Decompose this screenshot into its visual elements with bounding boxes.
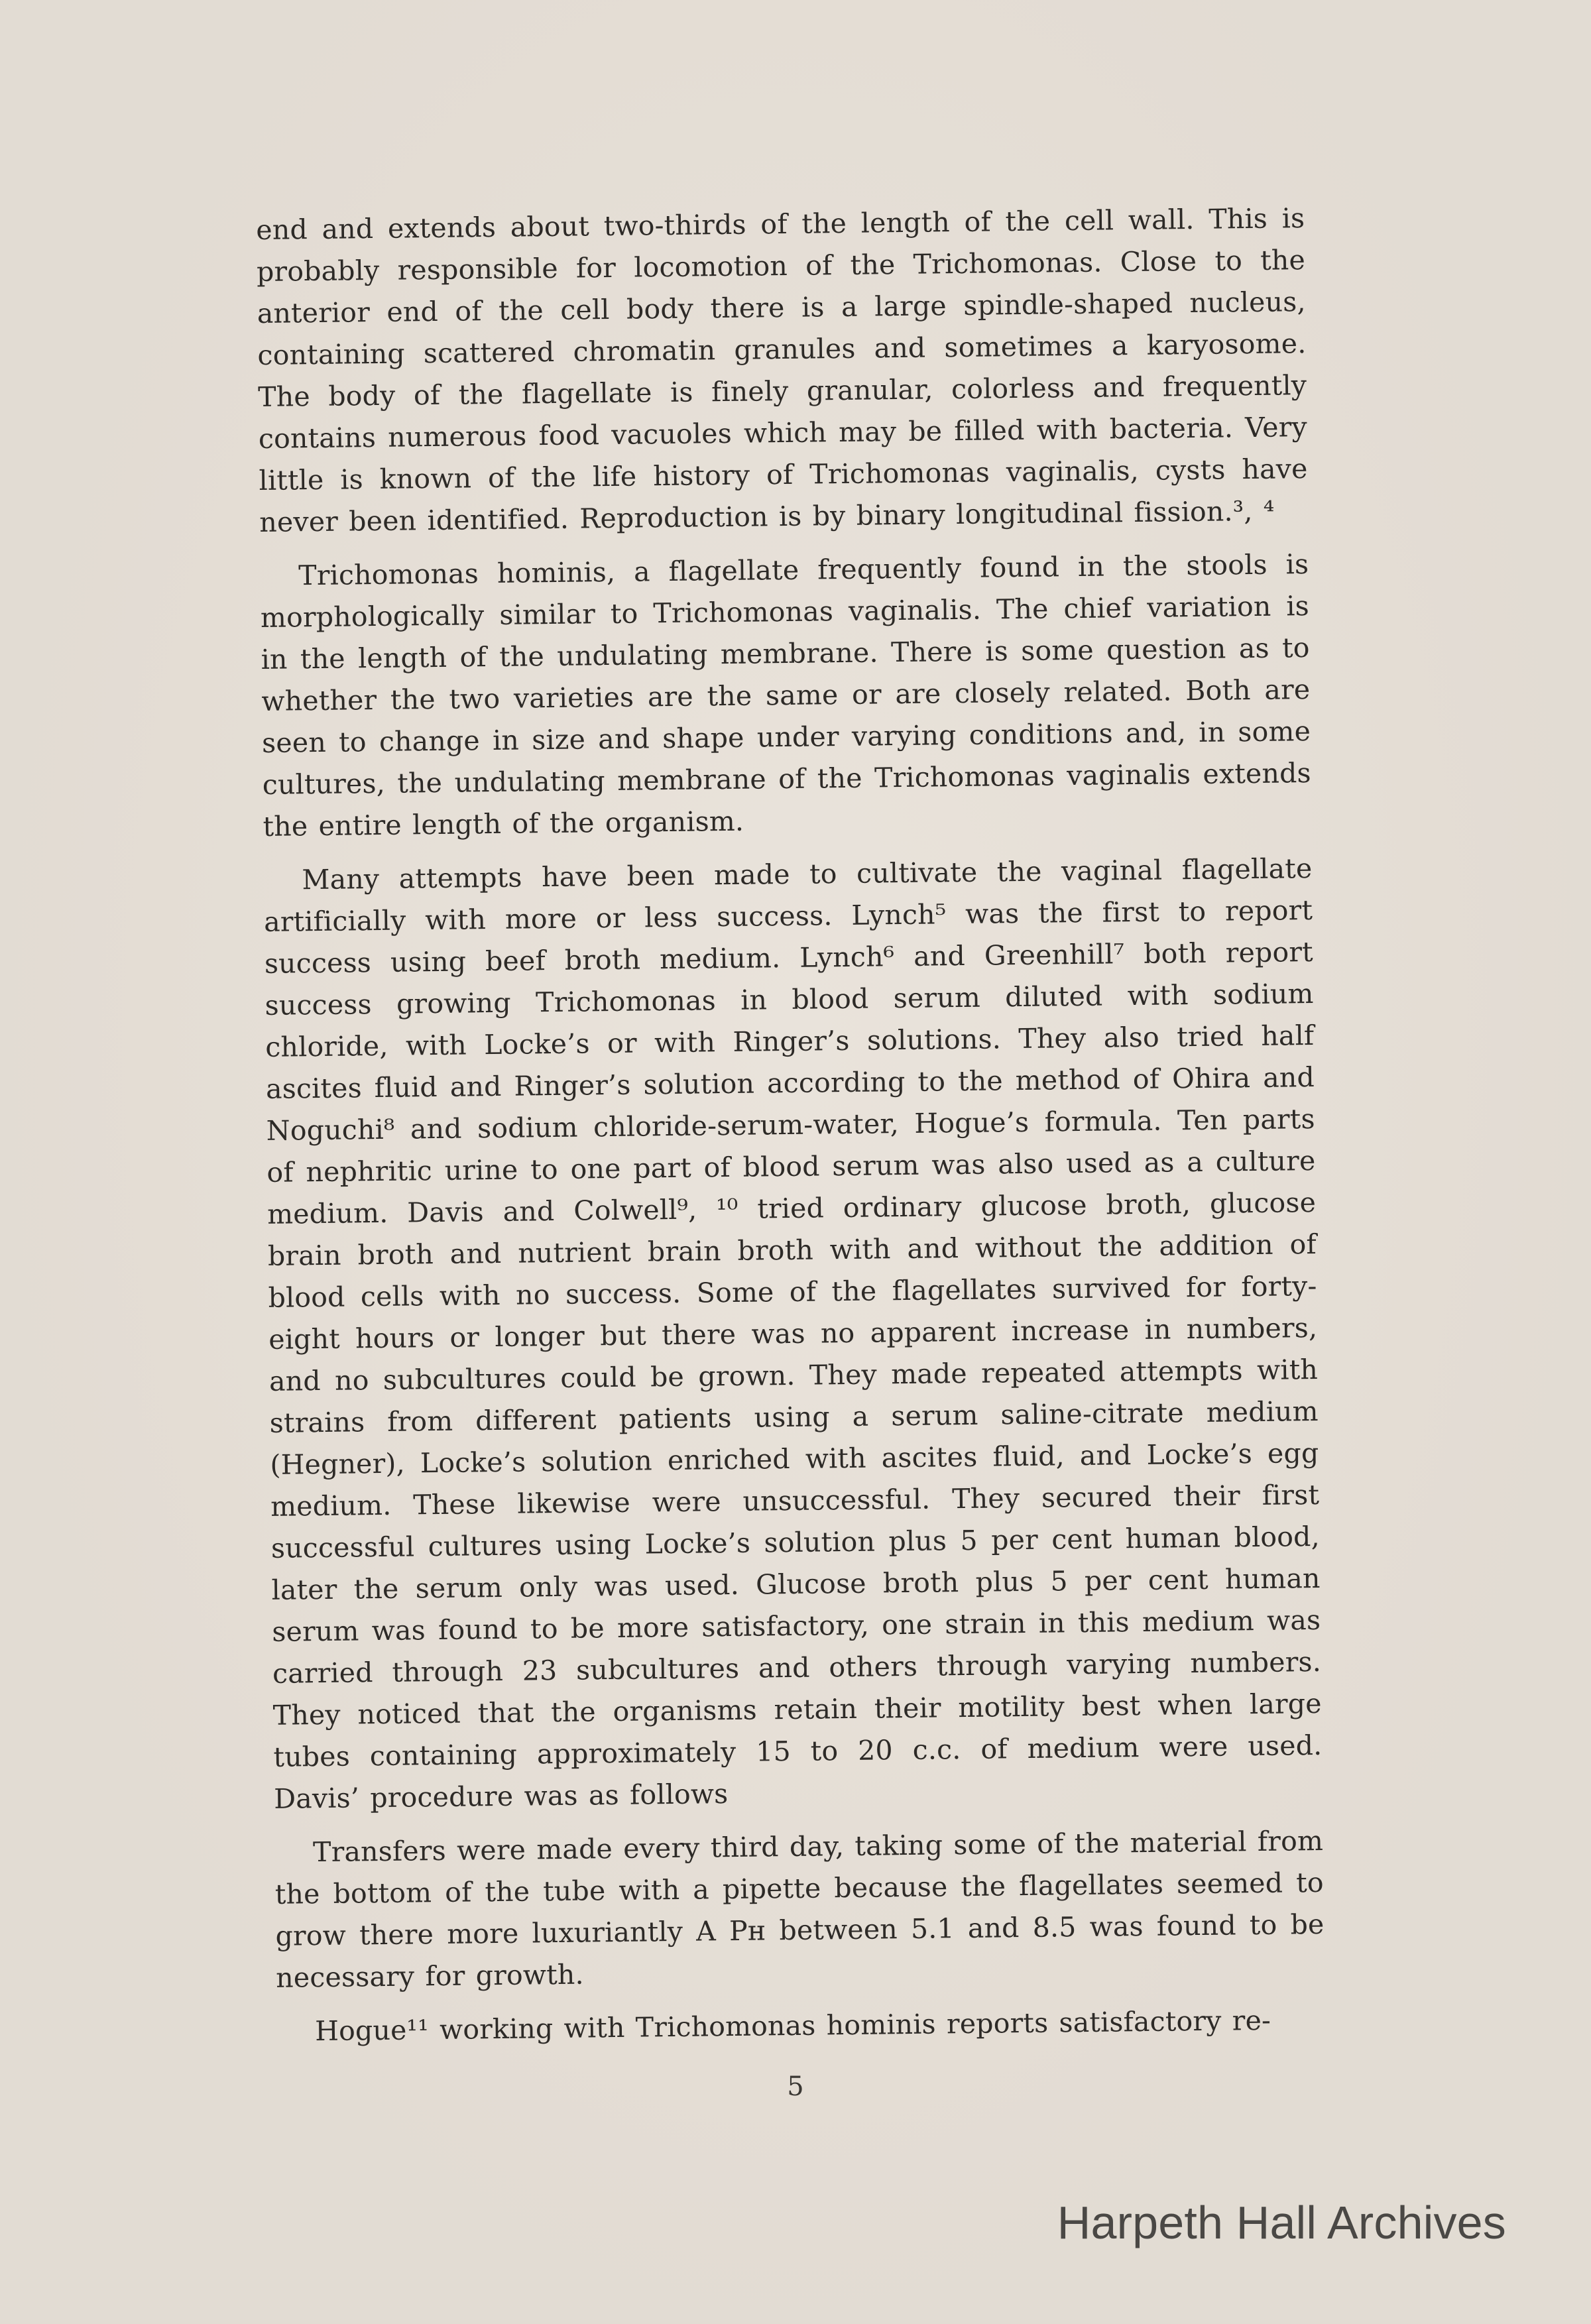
page-number: 5	[787, 2071, 804, 2102]
paragraph-5: Hogue¹¹ working with Trichomonas hominis reports satisfactory re-	[314, 2004, 1271, 2048]
body-text	[256, 198, 1326, 2065]
paragraph-4: Transfers were made every third day, taking some of the material from the bottom of the tube with a pipette because the flagellates seemed to grow there more luxuriantly A Pʜ between 5.1 and 8.5 was found to be necessary for growth.	[274, 1824, 1325, 1994]
paragraph-3: Many attempts have been made to cultivate the vaginal flagellate artificially with more or less success. Lynch⁵ was the first to report success using beef broth medium. Lynch⁶ and Greenhill⁷ both report success growing Trichomonas in blood serum diluted with sodium chloride, with Locke’s or with Ringer’s solutions. They also tried half ascites fluid and Ringer’s solution according to the method of Ohira and Noguchi⁸ and sodium chloride-serum-water, Hogue’s formula. Ten parts of nephritic urine to one part of blood serum was also used as a culture medium. Davis and Colwell⁹, ¹⁰ tried ordinary glucose broth, glucose brain broth and nutrient brain broth with and without the addition of blood cells with no success. Some of the flagellates survived for forty-eight hours or longer but there was no apparent increase in numbers, and no subcultures could be grown. They made repeated attempts with strains from different patients using a serum saline-citrate medium (Hegner), Locke’s solution enriched with ascites fluid, and Locke’s egg medium. These likewise were unsuccessful. They secured their first successful cultures using Locke’s solution plus 5 per cent human blood, later the serum only was used. Glucose broth plus 5 per cent human serum was found to be more satisfactory, one strain in this medium was carried through 23 subcultures and others through varying numbers. They noticed that the organisms retain their motility best when large tubes containing approximately 15 to 20 c.c. of medium were used. Davis’ procedure was as follows	[263, 852, 1323, 1815]
paragraph-1: end and extends about two-thirds of the length of the cell wall. This is probably responsible for locomotion of the Trichomonas. Close to the anterior end of the cell body there is a large spindle-shaped nucleus, containing scattered chromatin granules and sometimes a karyosome. The body of the flagellate is finely granular, colorless and frequently contains numerous food vacuoles which may be filled with bacteria. Very little is known of the life history of Trichomonas vaginalis, cysts have never been identified. Reproduction is by binary longitudinal fission.³, ⁴	[256, 202, 1308, 538]
archive-watermark: Harpeth Hall Archives	[1057, 2197, 1506, 2248]
paragraph-2: Trichomonas hominis, a flagellate frequently found in the stools is morphologically similar to Trichomonas vaginalis. The chief variation is in the length of the undulating membrane. There is some question as to whether the two varieties are the same or are closely related. Both are seen to change in size and shape under varying conditions and, in some cultures, the undulating membrane of the Trichomonas vaginalis extends the entire length of the organism.	[260, 548, 1312, 842]
